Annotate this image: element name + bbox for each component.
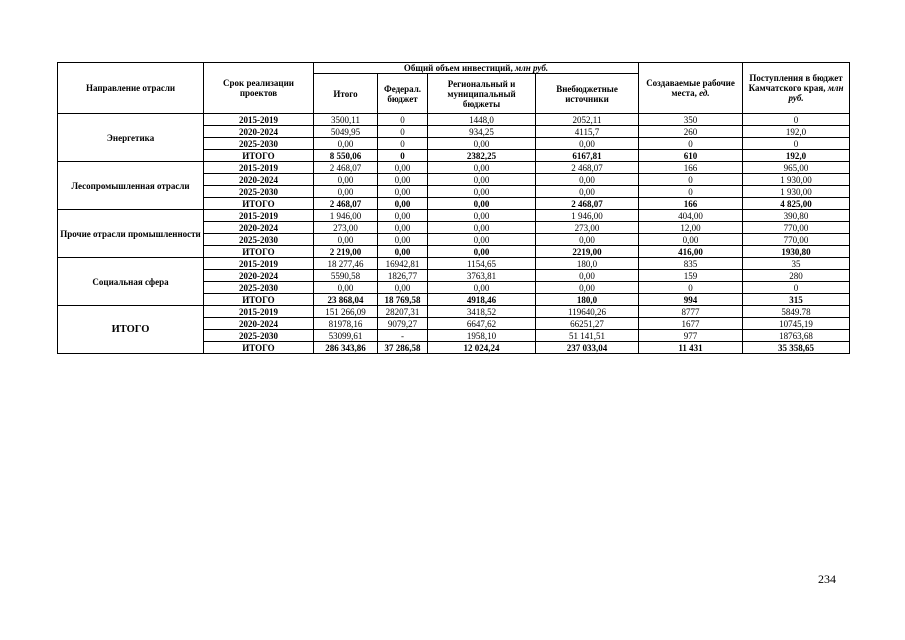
jobs-cell: 977	[639, 330, 743, 342]
total-cell: 151 266,09	[314, 306, 378, 318]
table-body	[58, 114, 850, 354]
table-row	[58, 258, 850, 270]
total-cell: 0,00	[314, 174, 378, 186]
period-cell: 2020-2024	[204, 222, 314, 234]
total-cell: 8 550,06	[314, 150, 378, 162]
federal-cell: -	[378, 330, 428, 342]
regional-cell: 0,00	[428, 198, 536, 210]
sector-label: Энергетика	[58, 114, 204, 162]
header-regional: Региональный и муниципальный бюджеты	[428, 74, 536, 114]
extra-cell: 1 946,00	[536, 210, 639, 222]
revenue-cell: 18763,68	[743, 330, 850, 342]
regional-cell: 4918,46	[428, 294, 536, 306]
period-cell: ИТОГО	[204, 150, 314, 162]
header-direction: Направление отрасли	[58, 63, 204, 114]
table-row	[58, 114, 850, 126]
extra-cell: 66251,27	[536, 318, 639, 330]
extra-cell: 2219,00	[536, 246, 639, 258]
total-cell: 53099,61	[314, 330, 378, 342]
period-cell: 2015-2019	[204, 114, 314, 126]
federal-cell: 37 286,58	[378, 342, 428, 354]
period-cell: 2020-2024	[204, 318, 314, 330]
revenue-cell: 5849.78	[743, 306, 850, 318]
table-header	[58, 63, 850, 114]
revenue-cell: 0	[743, 114, 850, 126]
sector-label: Прочие отрасли промышленности	[58, 210, 204, 258]
regional-cell: 0,00	[428, 174, 536, 186]
period-cell: 2015-2019	[204, 162, 314, 174]
extra-cell: 51 141,51	[536, 330, 639, 342]
total-cell: 0,00	[314, 282, 378, 294]
federal-cell: 0,00	[378, 186, 428, 198]
revenue-cell: 390,80	[743, 210, 850, 222]
regional-cell: 0,00	[428, 210, 536, 222]
revenue-cell: 0	[743, 138, 850, 150]
regional-cell: 0,00	[428, 234, 536, 246]
regional-cell: 0,00	[428, 246, 536, 258]
extra-cell: 0,00	[536, 174, 639, 186]
header-federal: Федерал. бюджет	[378, 74, 428, 114]
sector-label: Социальная сфера	[58, 258, 204, 306]
federal-cell: 0,00	[378, 162, 428, 174]
federal-cell: 0,00	[378, 174, 428, 186]
total-cell: 23 868,04	[314, 294, 378, 306]
period-cell: ИТОГО	[204, 342, 314, 354]
header-total: Итого	[314, 74, 378, 114]
regional-cell: 12 024,24	[428, 342, 536, 354]
federal-cell: 0,00	[378, 210, 428, 222]
extra-cell: 4115,7	[536, 126, 639, 138]
extra-cell: 0,00	[536, 138, 639, 150]
revenue-cell: 280	[743, 270, 850, 282]
regional-cell: 1154,65	[428, 258, 536, 270]
extra-cell: 2052,11	[536, 114, 639, 126]
jobs-cell: 260	[639, 126, 743, 138]
regional-cell: 0,00	[428, 138, 536, 150]
extra-cell: 0,00	[536, 282, 639, 294]
federal-cell: 1826,77	[378, 270, 428, 282]
period-cell: 2020-2024	[204, 270, 314, 282]
period-cell: ИТОГО	[204, 294, 314, 306]
page-number: 234	[818, 572, 836, 586]
jobs-cell: 350	[639, 114, 743, 126]
federal-cell: 0	[378, 150, 428, 162]
federal-cell: 0,00	[378, 234, 428, 246]
table-row	[58, 306, 850, 318]
sector-label: ИТОГО	[58, 306, 204, 354]
period-cell: 2015-2019	[204, 258, 314, 270]
federal-cell: 18 769,58	[378, 294, 428, 306]
revenue-cell: 770,00	[743, 222, 850, 234]
revenue-cell: 192,0	[743, 150, 850, 162]
total-cell: 2 219,00	[314, 246, 378, 258]
regional-cell: 3763,81	[428, 270, 536, 282]
period-cell: 2025-2030	[204, 138, 314, 150]
jobs-cell: 404,00	[639, 210, 743, 222]
revenue-cell: 0	[743, 282, 850, 294]
regional-cell: 0,00	[428, 186, 536, 198]
period-cell: 2015-2019	[204, 210, 314, 222]
table-row	[58, 162, 850, 174]
period-cell: ИТОГО	[204, 246, 314, 258]
total-cell: 2 468,07	[314, 162, 378, 174]
revenue-cell: 1 930,00	[743, 186, 850, 198]
revenue-cell: 10745,19	[743, 318, 850, 330]
federal-cell: 0	[378, 138, 428, 150]
period-cell: 2015-2019	[204, 306, 314, 318]
federal-cell: 9079,27	[378, 318, 428, 330]
federal-cell: 0	[378, 126, 428, 138]
extra-cell: 0,00	[536, 186, 639, 198]
revenue-cell: 35	[743, 258, 850, 270]
revenue-cell: 1930,80	[743, 246, 850, 258]
total-cell: 3500,11	[314, 114, 378, 126]
jobs-cell: 994	[639, 294, 743, 306]
total-cell: 5590,58	[314, 270, 378, 282]
header-jobs: Создаваемые рабочие места, ед.	[639, 63, 743, 114]
revenue-cell: 315	[743, 294, 850, 306]
federal-cell: 0	[378, 114, 428, 126]
total-cell: 286 343,86	[314, 342, 378, 354]
period-cell: 2025-2030	[204, 330, 314, 342]
period-cell: 2020-2024	[204, 174, 314, 186]
federal-cell: 0,00	[378, 222, 428, 234]
investment-table	[57, 62, 850, 354]
jobs-cell: 0	[639, 174, 743, 186]
total-cell: 0,00	[314, 234, 378, 246]
jobs-cell: 11 431	[639, 342, 743, 354]
jobs-cell: 166	[639, 198, 743, 210]
header-revenue: Поступления в бюджет Камчатского края, млн руб.	[743, 63, 850, 114]
jobs-cell: 0,00	[639, 234, 743, 246]
total-cell: 273,00	[314, 222, 378, 234]
total-cell: 0,00	[314, 186, 378, 198]
jobs-cell: 0	[639, 186, 743, 198]
revenue-cell: 1 930,00	[743, 174, 850, 186]
jobs-cell: 166	[639, 162, 743, 174]
extra-cell: 0,00	[536, 270, 639, 282]
regional-cell: 3418,52	[428, 306, 536, 318]
regional-cell: 0,00	[428, 162, 536, 174]
jobs-cell: 1677	[639, 318, 743, 330]
period-cell: 2025-2030	[204, 186, 314, 198]
total-cell: 18 277,46	[314, 258, 378, 270]
extra-cell: 273,00	[536, 222, 639, 234]
extra-cell: 119640,26	[536, 306, 639, 318]
federal-cell: 16942,81	[378, 258, 428, 270]
regional-cell: 1958,10	[428, 330, 536, 342]
jobs-cell: 835	[639, 258, 743, 270]
total-cell: 2 468,07	[314, 198, 378, 210]
jobs-cell: 610	[639, 150, 743, 162]
jobs-cell: 0	[639, 138, 743, 150]
regional-cell: 0,00	[428, 282, 536, 294]
jobs-cell: 416,00	[639, 246, 743, 258]
federal-cell: 28207,31	[378, 306, 428, 318]
period-cell: ИТОГО	[204, 198, 314, 210]
revenue-cell: 192,0	[743, 126, 850, 138]
header-period: Срок реализации проектов	[204, 63, 314, 114]
total-cell: 81978,16	[314, 318, 378, 330]
regional-cell: 2382,25	[428, 150, 536, 162]
revenue-cell: 35 358,65	[743, 342, 850, 354]
sector-label: Лесопромышленная отрасли	[58, 162, 204, 210]
jobs-cell: 8777	[639, 306, 743, 318]
federal-cell: 0,00	[378, 246, 428, 258]
revenue-cell: 965,00	[743, 162, 850, 174]
header-extrabudget: Внебюджетные источники	[536, 74, 639, 114]
jobs-cell: 0	[639, 282, 743, 294]
revenue-cell: 4 825,00	[743, 198, 850, 210]
extra-cell: 237 033,04	[536, 342, 639, 354]
extra-cell: 2 468,07	[536, 198, 639, 210]
total-cell: 1 946,00	[314, 210, 378, 222]
total-cell: 0,00	[314, 138, 378, 150]
revenue-cell: 770,00	[743, 234, 850, 246]
extra-cell: 0,00	[536, 234, 639, 246]
period-cell: 2025-2030	[204, 282, 314, 294]
extra-cell: 6167,81	[536, 150, 639, 162]
extra-cell: 180,0	[536, 294, 639, 306]
regional-cell: 934,25	[428, 126, 536, 138]
period-cell: 2025-2030	[204, 234, 314, 246]
jobs-cell: 12,00	[639, 222, 743, 234]
header-investments-total: Общий объем инвестиций, млн руб.	[314, 63, 639, 74]
jobs-cell: 159	[639, 270, 743, 282]
extra-cell: 180,0	[536, 258, 639, 270]
period-cell: 2020-2024	[204, 126, 314, 138]
table-row	[58, 210, 850, 222]
total-cell: 5049,95	[314, 126, 378, 138]
regional-cell: 6647,62	[428, 318, 536, 330]
federal-cell: 0,00	[378, 282, 428, 294]
extra-cell: 2 468,07	[536, 162, 639, 174]
federal-cell: 0,00	[378, 198, 428, 210]
regional-cell: 1448,0	[428, 114, 536, 126]
regional-cell: 0,00	[428, 222, 536, 234]
